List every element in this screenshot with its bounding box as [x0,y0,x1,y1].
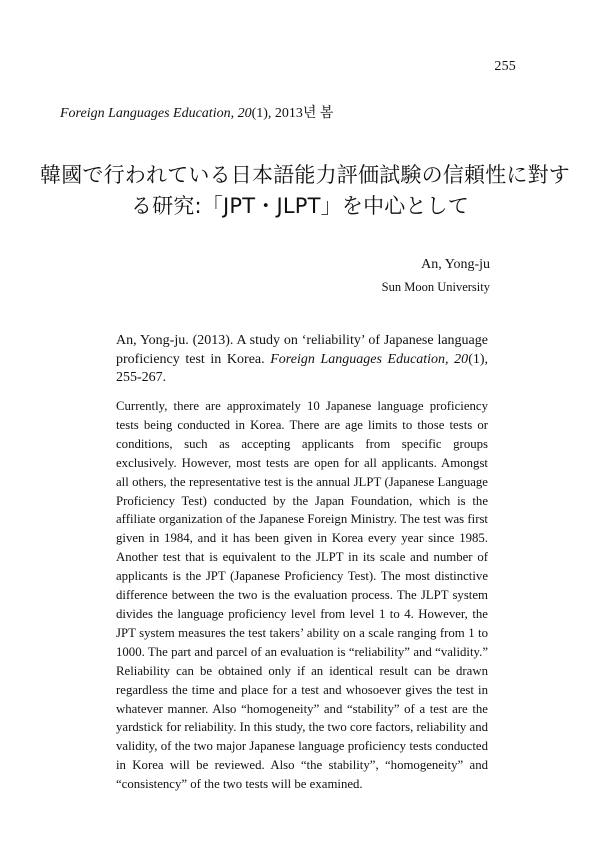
citation-suffix: (1), 255-267. [116,351,489,385]
abstract-paragraph: Currently, there are approximately 10 Japanese language proficiency tests being conducted in Korea. There are age limits to those tests or conditions, such as accepting applicants from specific groups exclusively. However, most tests are open for all applicants. Amongst all others, the representative test is the annual JLPT (Japanese Language Proficiency Test) conducted by the Japan Foundation, which is the affiliate organization of the Japanese Foreign Ministry. The test was first given in 1984, and it has been given in Korea every year since 1985. Another test that is equivalent to the JLPT in its scale and number of applicants is the JPT (Japanese Proficiency Test). The most distinctive difference between the two is the evaluation process. The JLPT system divides the language proficiency level from level 1 to 4. However, the JPT system measures the test takers’ ability on a scale ranging from 1 to 1000. The part and parcel of an evaluation is “reliability” and “validity.” Reliability can be obtained only if an identical result can be drawn regardless the time and place for a test and whosoever gives the test in whatever manner. Also “homogeneity” and “stability” of a test are the yardstick for reliability. In this study, the two core factors, reliability and validity, of the two major Japanese language proficiency tests conducted in Korea will be reviewed. Also “the stability”, “homogeneity” and “consistency” of the two tests will be examined. [116,399,488,792]
journal-issue-year: (1), 2013년 봄 [251,106,334,121]
article-title [40,160,570,222]
citation [116,332,488,388]
author-affiliation: Sun Moon University [381,280,490,294]
journal-name: Foreign Languages Education, [60,106,235,121]
author-name: An, Yong-ju [421,257,490,272]
citation-prefix: An, Yong-ju. (2013). A study on ‘reliability’ of Japanese language proficiency test in Korea. [116,333,488,367]
author-block [382,256,490,296]
journal-header [60,102,333,122]
page-number: 255 [494,59,516,74]
article-title-line-1: 韓國で行われている日本語能力評価試験の信頼性に對す [40,163,570,187]
citation-journal: Foreign Languages Education, 20 [270,351,469,367]
article-title-line-2: る研究:「JPT・JLPT」を中心として [130,194,470,218]
journal-volume: 20 [237,106,252,121]
